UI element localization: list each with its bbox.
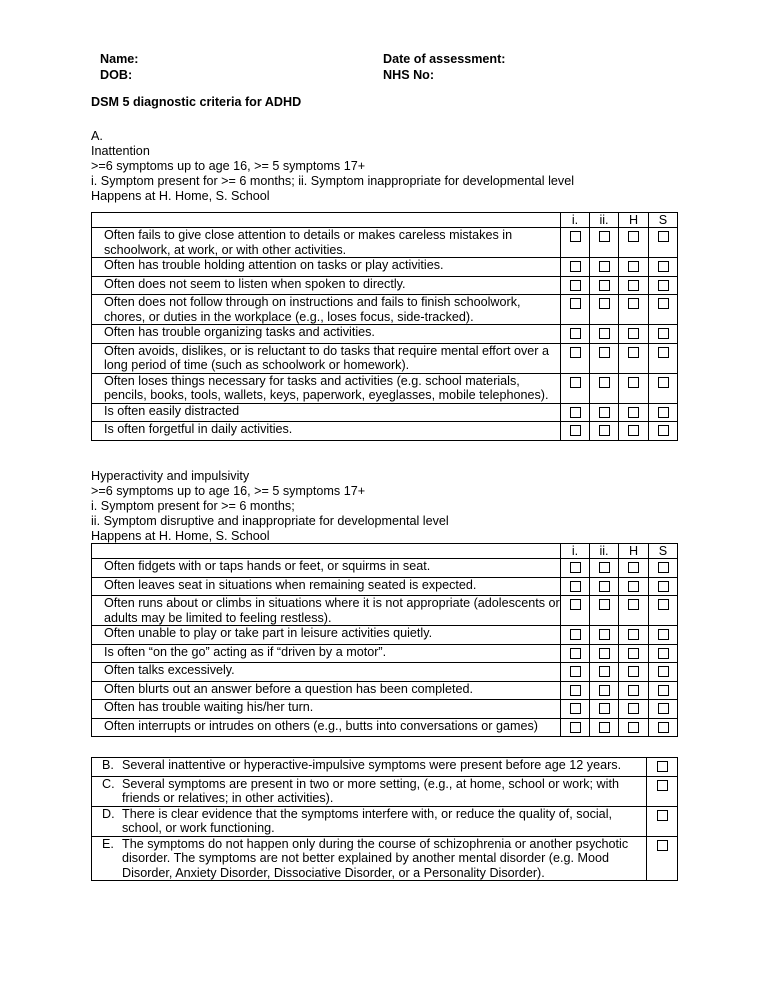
- hyperactivity-home-checkbox[interactable]: [628, 685, 639, 696]
- table-row: [92, 577, 678, 596]
- hyperactivity-symptom-text: Often leaves seat in situations when remaining seated is expected.: [92, 577, 561, 596]
- table-row: [92, 258, 678, 277]
- criterion-letter: C.: [102, 776, 115, 791]
- table-row: [92, 663, 678, 682]
- inattention-school-cell: [649, 276, 678, 295]
- table-row: [92, 626, 678, 645]
- criterion-checkbox[interactable]: [657, 761, 668, 772]
- inattention-ii-cell: [590, 403, 619, 422]
- inattention-ii-cell: [590, 373, 619, 403]
- inattention-school-checkbox[interactable]: [658, 261, 669, 272]
- hyperactivity-symptom-text: Often interrupts or intrudes on others (e.g., butts into conversations or games): [92, 718, 561, 737]
- hyperactivity-ii-cell: [590, 663, 619, 682]
- hyperactivity-ii-cell: [590, 559, 619, 578]
- hyperactivity-i-checkbox[interactable]: [570, 685, 581, 696]
- hyperactivity-school-cell: [649, 596, 678, 626]
- inattention-symptom-text: Often fails to give close attention to details or makes careless mistakes in schoolwork, at work, or with other activities.: [92, 228, 561, 258]
- hyperactivity-ii-cell: [590, 626, 619, 645]
- inattention-school-cell: [649, 325, 678, 344]
- inattention-i-checkbox[interactable]: [570, 231, 581, 242]
- hyperactivity-school-checkbox[interactable]: [658, 722, 669, 733]
- inattention-i-checkbox[interactable]: [570, 425, 581, 436]
- hyperactivity-school-cell: [649, 663, 678, 682]
- hyperactivity-i-checkbox[interactable]: [570, 666, 581, 677]
- inattention-intro: [91, 129, 574, 204]
- hyperactivity-table: [91, 543, 678, 737]
- hyperactivity-intro: [91, 469, 449, 544]
- column-school: S: [649, 544, 678, 559]
- hyperactivity-home-cell: [619, 626, 649, 645]
- hyperactivity-home-cell: [619, 644, 649, 663]
- hyperactivity-ii-checkbox[interactable]: [599, 581, 610, 592]
- hyperactivity-symptom-text: Often runs about or climbs in situations where it is not appropriate (adolescents or adults may be limited to feeling restless).: [92, 596, 561, 626]
- criterion-row: [92, 758, 678, 777]
- inattention-i-cell: [561, 276, 590, 295]
- criterion-row: [92, 836, 678, 881]
- criterion-checkbox[interactable]: [657, 840, 668, 851]
- dob-label: DOB:: [100, 68, 133, 82]
- inattention-school-cell: [649, 258, 678, 277]
- hyperactivity-ii-checkbox[interactable]: [599, 685, 610, 696]
- patient-header-right: [383, 51, 506, 83]
- hyperactivity-rule-2: i. Symptom present for >= 6 months;: [91, 499, 295, 513]
- criterion-text: Several symptoms are present in two or more setting, (e.g., at home, school or work; with friends or relatives; in other activities).: [122, 776, 619, 805]
- table-row: [92, 700, 678, 719]
- inattention-symptom-text: Often does not seem to listen when spoken to directly.: [92, 276, 561, 295]
- table-row: [92, 228, 678, 258]
- hyperactivity-ii-cell: [590, 681, 619, 700]
- table-row: [92, 325, 678, 344]
- inattention-ii-checkbox[interactable]: [599, 377, 610, 388]
- hyperactivity-home-checkbox[interactable]: [628, 629, 639, 640]
- criterion-checkbox[interactable]: [657, 810, 668, 821]
- inattention-heading: Inattention: [91, 144, 150, 158]
- hyperactivity-school-cell: [649, 644, 678, 663]
- criterion-cell: [92, 776, 647, 806]
- inattention-ii-cell: [590, 228, 619, 258]
- hyperactivity-i-checkbox[interactable]: [570, 562, 581, 573]
- inattention-i-cell: [561, 325, 590, 344]
- hyperactivity-school-cell: [649, 700, 678, 719]
- inattention-ii-cell: [590, 258, 619, 277]
- hyperactivity-i-checkbox[interactable]: [570, 581, 581, 592]
- hyperactivity-symptom-text: Often talks excessively.: [92, 663, 561, 682]
- inattention-ii-cell: [590, 325, 619, 344]
- hyperactivity-heading: Hyperactivity and impulsivity: [91, 469, 250, 483]
- table-row: [92, 718, 678, 737]
- hyperactivity-i-checkbox[interactable]: [570, 703, 581, 714]
- inattention-i-checkbox[interactable]: [570, 280, 581, 291]
- inattention-home-checkbox[interactable]: [628, 407, 639, 418]
- inattention-ii-cell: [590, 276, 619, 295]
- date-of-assessment-label: Date of assessment:: [383, 52, 506, 66]
- inattention-home-cell: [619, 325, 649, 344]
- hyperactivity-school-checkbox[interactable]: [658, 666, 669, 677]
- hyperactivity-home-cell: [619, 663, 649, 682]
- inattention-home-checkbox[interactable]: [628, 347, 639, 358]
- hyperactivity-symptom-text: Is often “on the go” acting as if “driven by a motor”.: [92, 644, 561, 663]
- inattention-home-checkbox[interactable]: [628, 377, 639, 388]
- criterion-letter: D.: [102, 806, 115, 821]
- hyperactivity-home-checkbox[interactable]: [628, 599, 639, 610]
- inattention-ii-checkbox[interactable]: [599, 280, 610, 291]
- inattention-i-checkbox[interactable]: [570, 377, 581, 388]
- inattention-i-cell: [561, 373, 590, 403]
- inattention-school-checkbox[interactable]: [658, 407, 669, 418]
- inattention-school-cell: [649, 403, 678, 422]
- hyperactivity-ii-cell: [590, 596, 619, 626]
- hyperactivity-home-cell: [619, 681, 649, 700]
- hyperactivity-ii-checkbox[interactable]: [599, 562, 610, 573]
- column-ii: ii.: [590, 544, 619, 559]
- inattention-home-checkbox[interactable]: [628, 425, 639, 436]
- hyperactivity-i-checkbox[interactable]: [570, 648, 581, 659]
- inattention-rule-3: Happens at H. Home, S. School: [91, 189, 270, 203]
- hyperactivity-school-checkbox[interactable]: [658, 629, 669, 640]
- hyperactivity-i-cell: [561, 577, 590, 596]
- inattention-home-cell: [619, 373, 649, 403]
- inattention-i-checkbox[interactable]: [570, 407, 581, 418]
- table-row: [92, 596, 678, 626]
- inattention-home-checkbox[interactable]: [628, 261, 639, 272]
- hyperactivity-symptom-text: Often has trouble waiting his/her turn.: [92, 700, 561, 719]
- inattention-i-checkbox[interactable]: [570, 328, 581, 339]
- hyperactivity-symptom-text: Often fidgets with or taps hands or feet, or squirms in seat.: [92, 559, 561, 578]
- hyperactivity-i-checkbox[interactable]: [570, 599, 581, 610]
- hyperactivity-home-checkbox[interactable]: [628, 722, 639, 733]
- inattention-ii-cell: [590, 422, 619, 441]
- hyperactivity-home-cell: [619, 718, 649, 737]
- header-blank-cell: [92, 544, 561, 559]
- criterion-text: There is clear evidence that the symptoms interfere with, or reduce the quality of, social, school, or work functioning.: [122, 806, 612, 835]
- inattention-i-checkbox[interactable]: [570, 261, 581, 272]
- inattention-i-cell: [561, 295, 590, 325]
- inattention-ii-checkbox[interactable]: [599, 231, 610, 242]
- document-title: DSM 5 diagnostic criteria for ADHD: [91, 95, 302, 109]
- hyperactivity-rule-3: ii. Symptom disruptive and inappropriate for developmental level: [91, 514, 449, 528]
- inattention-home-cell: [619, 343, 649, 373]
- hyperactivity-i-checkbox[interactable]: [570, 629, 581, 640]
- criterion-cell: [92, 836, 647, 881]
- inattention-school-checkbox[interactable]: [658, 425, 669, 436]
- hyperactivity-school-cell: [649, 681, 678, 700]
- hyperactivity-symptom-text: Often unable to play or take part in leisure activities quietly.: [92, 626, 561, 645]
- hyperactivity-school-checkbox[interactable]: [658, 703, 669, 714]
- inattention-ii-cell: [590, 343, 619, 373]
- hyperactivity-home-checkbox[interactable]: [628, 581, 639, 592]
- column-home: H: [619, 213, 649, 228]
- hyperactivity-ii-cell: [590, 577, 619, 596]
- inattention-school-cell: [649, 373, 678, 403]
- hyperactivity-school-checkbox[interactable]: [658, 685, 669, 696]
- hyperactivity-home-checkbox[interactable]: [628, 703, 639, 714]
- inattention-i-cell: [561, 343, 590, 373]
- nhs-number-label: NHS No:: [383, 68, 435, 82]
- column-i: i.: [561, 544, 590, 559]
- inattention-i-cell: [561, 228, 590, 258]
- criterion-letter: B.: [102, 758, 114, 772]
- inattention-ii-checkbox[interactable]: [599, 407, 610, 418]
- table-row: [92, 559, 678, 578]
- hyperactivity-i-cell: [561, 596, 590, 626]
- inattention-home-cell: [619, 422, 649, 441]
- criterion-cell: [92, 758, 647, 777]
- hyperactivity-symptom-text: Often blurts out an answer before a question has been completed.: [92, 681, 561, 700]
- table-row: [92, 422, 678, 441]
- inattention-school-cell: [649, 422, 678, 441]
- criterion-cell: [92, 806, 647, 836]
- patient-header-left: [100, 51, 139, 83]
- inattention-home-cell: [619, 276, 649, 295]
- inattention-school-checkbox[interactable]: [658, 347, 669, 358]
- inattention-school-checkbox[interactable]: [658, 231, 669, 242]
- inattention-rule-2: i. Symptom present for >= 6 months; ii. Symptom inappropriate for developmental level: [91, 174, 574, 188]
- hyperactivity-i-cell: [561, 626, 590, 645]
- hyperactivity-ii-checkbox[interactable]: [599, 648, 610, 659]
- inattention-i-checkbox[interactable]: [570, 298, 581, 309]
- hyperactivity-school-cell: [649, 626, 678, 645]
- hyperactivity-school-checkbox[interactable]: [658, 599, 669, 610]
- inattention-symptom-text: Often has trouble holding attention on tasks or play activities.: [92, 258, 561, 277]
- criterion-letter: E.: [102, 836, 114, 851]
- inattention-ii-checkbox[interactable]: [599, 298, 610, 309]
- criterion-text: Several inattentive or hyperactive-impulsive symptoms were present before age 12 years.: [122, 758, 622, 772]
- criterion-cell: [647, 758, 678, 777]
- inattention-symptom-text: Is often forgetful in daily activities.: [92, 422, 561, 441]
- section-a-letter: A.: [91, 129, 103, 143]
- inattention-table: [91, 212, 678, 441]
- hyperactivity-i-checkbox[interactable]: [570, 722, 581, 733]
- criteria-bce-table: [91, 757, 678, 881]
- hyperactivity-home-checkbox[interactable]: [628, 562, 639, 573]
- inattention-school-cell: [649, 295, 678, 325]
- table-header-row: [92, 213, 678, 228]
- table-row: [92, 403, 678, 422]
- inattention-home-cell: [619, 228, 649, 258]
- hyperactivity-i-cell: [561, 663, 590, 682]
- hyperactivity-school-checkbox[interactable]: [658, 562, 669, 573]
- hyperactivity-ii-cell: [590, 718, 619, 737]
- hyperactivity-ii-checkbox[interactable]: [599, 599, 610, 610]
- table-row: [92, 343, 678, 373]
- inattention-home-checkbox[interactable]: [628, 298, 639, 309]
- hyperactivity-i-cell: [561, 644, 590, 663]
- hyperactivity-home-cell: [619, 577, 649, 596]
- hyperactivity-home-cell: [619, 559, 649, 578]
- inattention-ii-checkbox[interactable]: [599, 261, 610, 272]
- column-home: H: [619, 544, 649, 559]
- header-blank-cell: [92, 213, 561, 228]
- inattention-home-checkbox[interactable]: [628, 231, 639, 242]
- hyperactivity-home-cell: [619, 596, 649, 626]
- hyperactivity-rule-1: >=6 symptoms up to age 16, >= 5 symptoms 17+: [91, 484, 366, 498]
- inattention-symptom-text: Often has trouble organizing tasks and activities.: [92, 325, 561, 344]
- inattention-i-cell: [561, 258, 590, 277]
- hyperactivity-home-cell: [619, 700, 649, 719]
- table-row: [92, 373, 678, 403]
- inattention-home-checkbox[interactable]: [628, 280, 639, 291]
- table-row: [92, 681, 678, 700]
- inattention-school-cell: [649, 343, 678, 373]
- hyperactivity-home-checkbox[interactable]: [628, 648, 639, 659]
- criterion-row: [92, 806, 678, 836]
- inattention-ii-cell: [590, 295, 619, 325]
- hyperactivity-i-cell: [561, 681, 590, 700]
- hyperactivity-ii-checkbox[interactable]: [599, 629, 610, 640]
- inattention-symptom-text: Often does not follow through on instructions and fails to finish schoolwork, chores, or duties in the workplace (e.g., loses focus, side-tracked).: [92, 295, 561, 325]
- inattention-school-checkbox[interactable]: [658, 328, 669, 339]
- inattention-symptom-text: Is often easily distracted: [92, 403, 561, 422]
- column-ii: ii.: [590, 213, 619, 228]
- inattention-home-cell: [619, 295, 649, 325]
- hyperactivity-i-cell: [561, 700, 590, 719]
- hyperactivity-school-checkbox[interactable]: [658, 581, 669, 592]
- criterion-row: [92, 776, 678, 806]
- criterion-cell: [647, 776, 678, 806]
- inattention-school-checkbox[interactable]: [658, 280, 669, 291]
- criterion-cell: [647, 836, 678, 881]
- inattention-i-cell: [561, 422, 590, 441]
- table-row: [92, 295, 678, 325]
- inattention-i-checkbox[interactable]: [570, 347, 581, 358]
- hyperactivity-school-cell: [649, 559, 678, 578]
- hyperactivity-ii-checkbox[interactable]: [599, 722, 610, 733]
- inattention-home-checkbox[interactable]: [628, 328, 639, 339]
- hyperactivity-school-checkbox[interactable]: [658, 648, 669, 659]
- criterion-text: The symptoms do not happen only during the course of schizophrenia or another psychotic disorder. The symptoms are not better explained by another mental disorder (e.g. Mood Disorder, Anxiety Disorder, Dissociative Disorder, or a Personality Disorder).: [122, 836, 629, 880]
- inattention-ii-checkbox[interactable]: [599, 425, 610, 436]
- inattention-symptom-text: Often avoids, dislikes, or is reluctant to do tasks that require mental effort over a long period of time (such as schoolwork or homework).: [92, 343, 561, 373]
- inattention-school-cell: [649, 228, 678, 258]
- inattention-home-cell: [619, 258, 649, 277]
- inattention-i-cell: [561, 403, 590, 422]
- hyperactivity-home-checkbox[interactable]: [628, 666, 639, 677]
- inattention-school-checkbox[interactable]: [658, 377, 669, 388]
- hyperactivity-ii-checkbox[interactable]: [599, 666, 610, 677]
- hyperactivity-i-cell: [561, 559, 590, 578]
- name-label: Name:: [100, 52, 139, 66]
- criterion-checkbox[interactable]: [657, 780, 668, 791]
- hyperactivity-ii-checkbox[interactable]: [599, 703, 610, 714]
- table-row: [92, 276, 678, 295]
- column-i: i.: [561, 213, 590, 228]
- hyperactivity-rule-4: Happens at H. Home, S. School: [91, 529, 270, 543]
- table-header-row: [92, 544, 678, 559]
- inattention-symptom-text: Often loses things necessary for tasks and activities (e.g. school materials, pencils, books, tools, wallets, keys, paperwork, eyeglasses, mobile telephones).: [92, 373, 561, 403]
- hyperactivity-ii-cell: [590, 644, 619, 663]
- table-row: [92, 644, 678, 663]
- inattention-ii-checkbox[interactable]: [599, 328, 610, 339]
- hyperactivity-ii-cell: [590, 700, 619, 719]
- hyperactivity-school-cell: [649, 718, 678, 737]
- column-school: S: [649, 213, 678, 228]
- hyperactivity-school-cell: [649, 577, 678, 596]
- criterion-cell: [647, 806, 678, 836]
- inattention-ii-checkbox[interactable]: [599, 347, 610, 358]
- inattention-home-cell: [619, 403, 649, 422]
- hyperactivity-i-cell: [561, 718, 590, 737]
- inattention-school-checkbox[interactable]: [658, 298, 669, 309]
- inattention-rule-1: >=6 symptoms up to age 16, >= 5 symptoms 17+: [91, 159, 366, 173]
